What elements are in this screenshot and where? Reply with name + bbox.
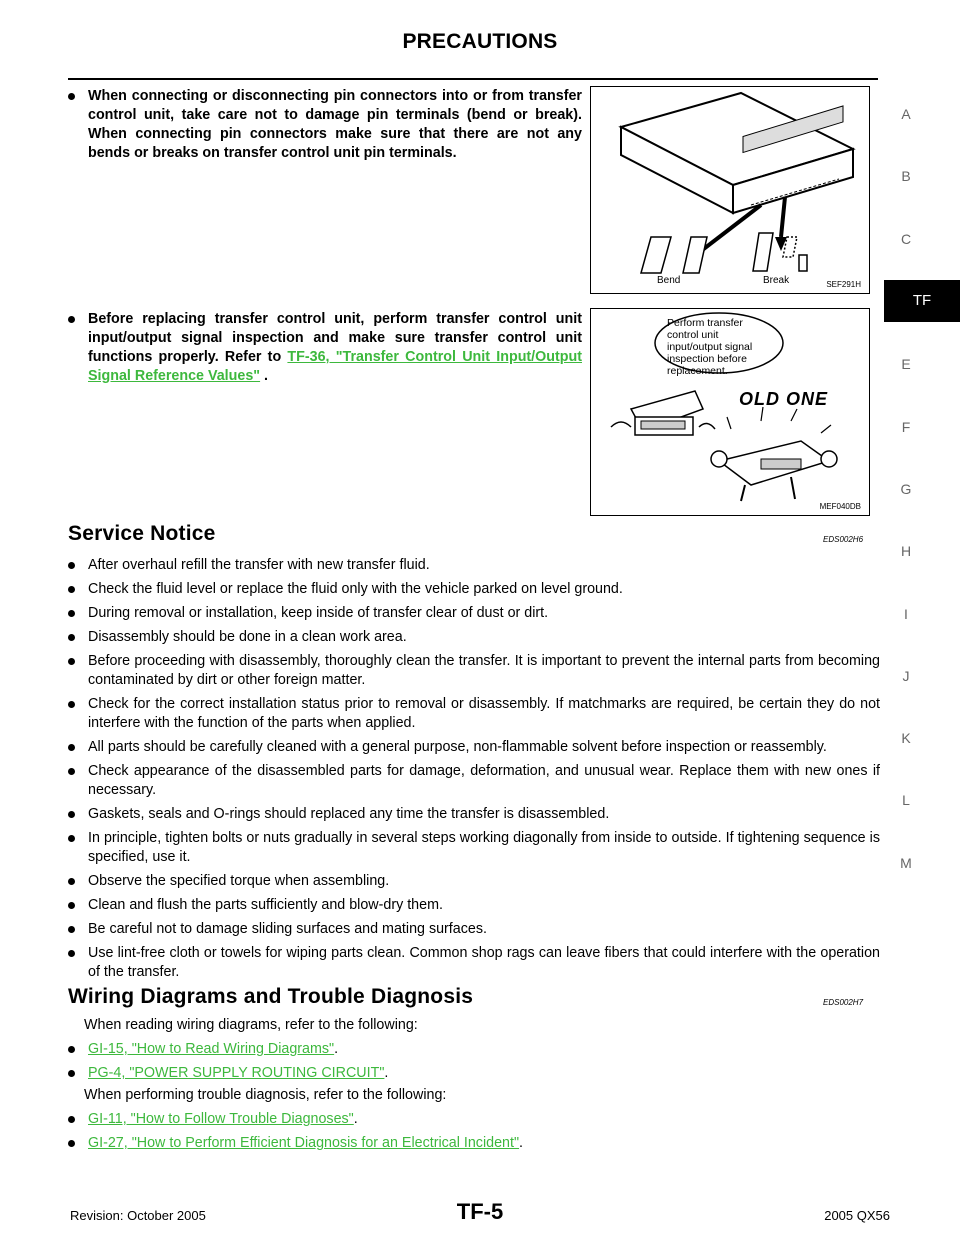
wiring-links-reading (68, 1040, 880, 1088)
list-item (68, 920, 880, 939)
bullet-dot (68, 316, 75, 323)
bullet-dot (68, 835, 75, 842)
footer-model: 2005 QX56 (824, 1208, 890, 1223)
bubble-line-2: control unit (667, 329, 719, 341)
list-item (68, 695, 880, 733)
precaution-replace-unit (68, 310, 582, 386)
index-a[interactable]: A (901, 106, 911, 122)
list-item: PG-4, "POWER SUPPLY ROUTING CIRCUIT". (68, 1064, 880, 1083)
list-item (68, 628, 880, 647)
index-m[interactable]: M (900, 855, 912, 871)
link-pg-4[interactable]: PG-4, "POWER SUPPLY ROUTING CIRCUIT" (88, 1065, 385, 1081)
index-f[interactable]: F (901, 419, 911, 435)
list-item (68, 604, 880, 623)
list-item-text: During removal or installation, keep inside of transfer clear of dust or dirt. (88, 605, 549, 621)
list-item (68, 872, 880, 891)
precaution-replace-unit-text (88, 310, 582, 386)
list-item-text: Use lint-free cloth or towels for wiping parts clean. Common shop rags can leave fibers that could interfere with the operation of the transfer. (88, 945, 880, 980)
list-item-text: All parts should be carefully cleaned with a general purpose, non-flammable solvent before inspection or reassembly. (88, 739, 827, 755)
list-item (68, 829, 880, 867)
bullet-dot (68, 926, 75, 933)
list-item (68, 580, 880, 599)
list-item-text: Check the fluid level or replace the fluid only with the vehicle parked on level ground. (88, 581, 623, 597)
list-item (68, 762, 880, 800)
service-notice-list (68, 556, 880, 987)
bullet-dot (68, 950, 75, 957)
title-rule (68, 78, 878, 80)
bullet-dot (68, 744, 75, 751)
wiring-code: EDS002H7 (823, 998, 864, 1007)
precaution-pin-connectors (68, 87, 582, 163)
precaution-replace-unit-text-after: . (260, 368, 269, 384)
bullet-dot (68, 1046, 75, 1053)
list-item-text: Gaskets, seals and O-rings should replaced any time the transfer is disassembled. (88, 806, 610, 822)
wiring-intro-reading: When reading wiring diagrams, refer to the following: (84, 1017, 418, 1033)
speech-bubble (667, 317, 752, 377)
link-tf-36[interactable]: TF-36, "Transfer Control Unit Input/Output Signal Reference Values" (88, 349, 582, 384)
index-e[interactable]: E (901, 356, 911, 372)
bubble-line-3: input/output signal (667, 341, 753, 353)
list-item (68, 556, 880, 575)
control-unit-illustration (591, 87, 869, 293)
bullet-dot (68, 610, 75, 617)
index-k[interactable]: K (901, 730, 911, 746)
link-gi-15[interactable]: GI-15, "How to Read Wiring Diagrams" (88, 1041, 335, 1057)
index-h[interactable]: H (900, 543, 912, 559)
index-c[interactable]: C (900, 231, 912, 247)
bullet-dot (68, 1140, 75, 1147)
figure-old-unit (590, 308, 870, 516)
list-item (68, 896, 880, 915)
list-item: GI-15, "How to Read Wiring Diagrams". (68, 1040, 880, 1059)
service-notice-code: EDS002H6 (823, 535, 864, 544)
footer-revision: Revision: October 2005 (70, 1208, 206, 1223)
bullet-dot (68, 586, 75, 593)
list-item (68, 944, 880, 982)
list-item (68, 738, 880, 757)
index-l[interactable]: L (902, 792, 910, 808)
bullet-dot (68, 1070, 75, 1077)
bubble-line-4: inspection before (667, 353, 747, 365)
wiring-intro-diagnosis: When performing trouble diagnosis, refer to the following: (84, 1087, 447, 1103)
bubble-line-1: Perform transfer (667, 317, 743, 329)
label-break: Break (763, 275, 790, 286)
list-item-text: Disassembly should be done in a clean work area. (88, 629, 407, 645)
figure-code: MEF040DB (819, 502, 861, 511)
list-item: GI-11, "How to Follow Trouble Diagnoses". (68, 1110, 880, 1129)
list-item-text: In principle, tighten bolts or nuts gradually in several steps working diagonally from inside to outside. If tightening sequence is specified, use it. (88, 830, 880, 865)
bullet-dot (68, 811, 75, 818)
old-one-label: OLD ONE (739, 389, 829, 409)
index-i[interactable]: I (904, 606, 908, 622)
list-item (68, 805, 880, 824)
list-item-text: Check appearance of the disassembled parts for damage, deformation, and unusual wear. Replace them with new ones if necessary. (88, 763, 880, 798)
list-item-text: Before proceeding with disassembly, thoroughly clean the transfer. It is important to prevent the internal parts from becoming contaminated by dirt or other foreign matter. (88, 653, 880, 688)
figure-code: SEF291H (826, 280, 861, 289)
bullet-dot (68, 658, 75, 665)
precaution-replace-unit-text-before: Before replacing transfer control unit, perform transfer control unit input/output signal inspection and make sure transfer control unit functions properly. Refer to (88, 311, 582, 365)
index-j[interactable]: J (902, 668, 910, 684)
precaution-pin-connectors-text: When connecting or disconnecting pin connectors into or from transfer control unit, take care not to damage pin terminals (bend or break). When connecting pin connectors make sure that there are not any bends or breaks on transfer control unit pin terminals. (88, 88, 582, 161)
link-gi-11[interactable]: GI-11, "How to Follow Trouble Diagnoses" (88, 1111, 354, 1127)
index-b[interactable]: B (901, 168, 911, 184)
list-item-text: Clean and flush the parts sufficiently and blow-dry them. (88, 897, 443, 913)
page-title: PRECAUTIONS (402, 30, 558, 53)
bullet-dot (68, 93, 75, 100)
index-g[interactable]: G (900, 481, 912, 497)
list-item (68, 652, 880, 690)
bullet-dot (68, 1116, 75, 1123)
wiring-heading: Wiring Diagrams and Trouble Diagnosis (68, 985, 474, 1008)
bullet-dot (68, 562, 75, 569)
wiring-links-diagnosis (68, 1110, 880, 1158)
list-item: GI-27, "How to Perform Efficient Diagnosis for an Electrical Incident". (68, 1134, 880, 1153)
bullet-dot (68, 768, 75, 775)
figure-control-unit-pins (590, 86, 870, 294)
label-bend: Bend (657, 275, 681, 286)
bullet-dot (68, 701, 75, 708)
index-tf-active[interactable] (884, 280, 960, 322)
footer-page-number: TF-5 (456, 1199, 504, 1224)
bullet-dot (68, 902, 75, 909)
bubble-line-5: replacement. (667, 365, 728, 377)
list-item-text: Be careful not to damage sliding surfaces and mating surfaces. (88, 921, 487, 937)
service-notice-heading: Service Notice (68, 522, 216, 545)
list-item-text: After overhaul refill the transfer with new transfer fluid. (88, 557, 430, 573)
list-item-text: Check for the correct installation status prior to removal or disassembly. If matchmarks are required, be certain they do not interfere with the function of the parts when applied. (88, 696, 880, 731)
link-gi-27[interactable]: GI-27, "How to Perform Efficient Diagnosis for an Electrical Incident" (88, 1135, 520, 1151)
bullet-dot (68, 878, 75, 885)
bullet-dot (68, 634, 75, 641)
list-item-text: Observe the specified torque when assembling. (88, 873, 390, 889)
index-tf-label: TF (912, 292, 932, 309)
